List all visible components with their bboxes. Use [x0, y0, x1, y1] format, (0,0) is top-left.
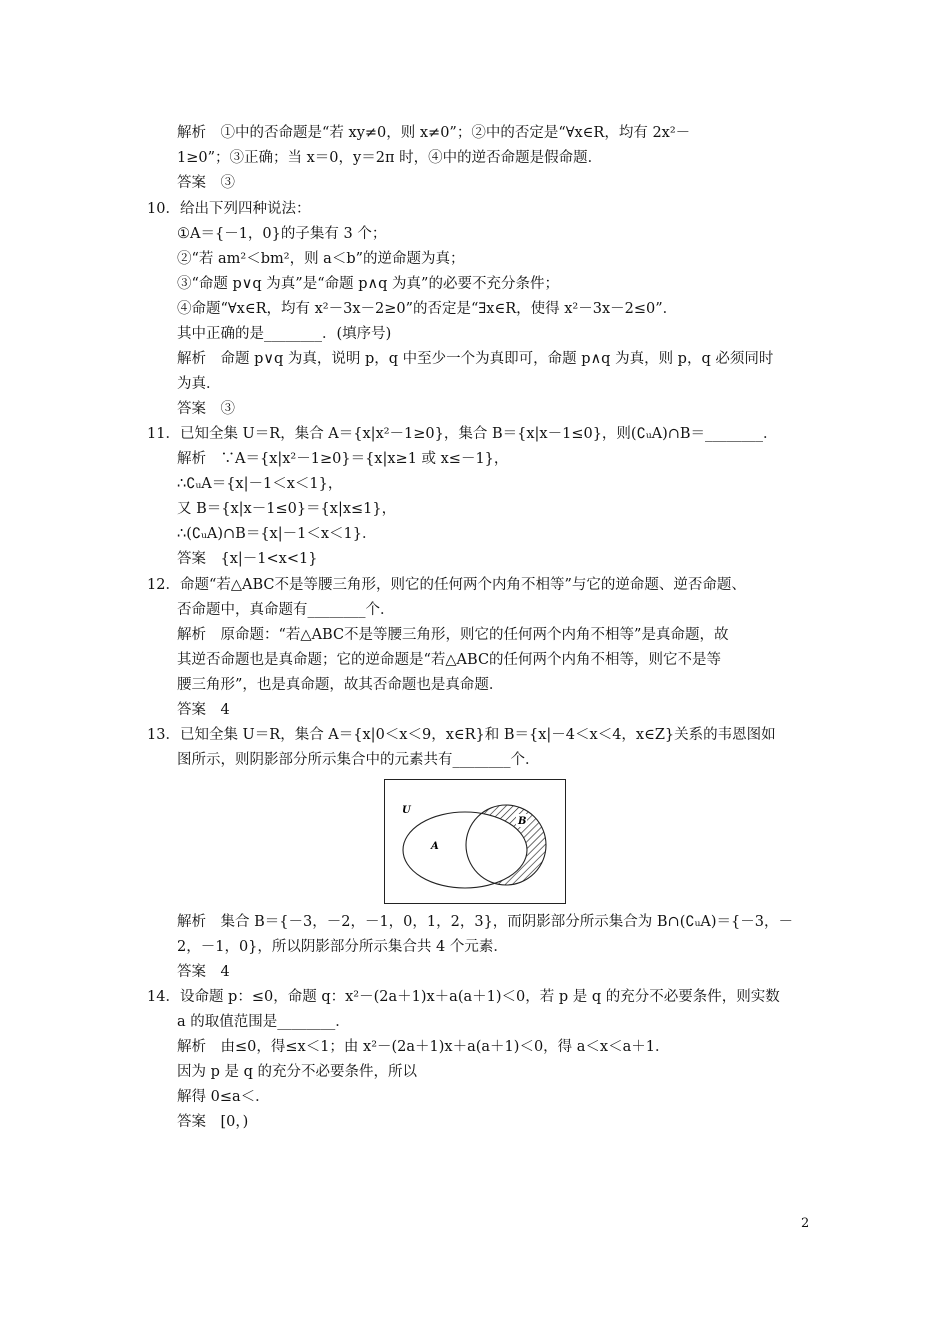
label-a: A: [431, 841, 439, 852]
text-line: 否命题中，真命题有________个．: [177, 602, 395, 618]
page-number: 2: [801, 1216, 810, 1231]
text-line: 2，－1，0}，所以阴影部分所示集合共 4 个元素．: [177, 939, 508, 955]
text-line: 其中正确的是________．(填序号): [177, 326, 392, 342]
question-12: 12．命题“若△ABC不是等腰三角形，则它的任何两个内角不相等”与它的逆命题、逆否命题、: [147, 577, 746, 593]
text-line: 答案 [0，): [177, 1114, 249, 1130]
text-line: ②“若 am²＜bm²，则 a＜b”的逆命题为真；: [177, 251, 465, 267]
text-line: 答案 {x|－1<x<1}: [177, 551, 318, 567]
text-line: 其逆否命题也是真命题；它的逆命题是“若△ABC的任何两个内角不相等，则它不是等: [177, 652, 722, 668]
text-line: 解析 由≤0，得≤x＜1；由 x²－(2a＋1)x＋a(a＋1)＜0，得 a＜x＜a＋1．: [177, 1039, 670, 1055]
text-line: 解析 集合 B＝{－3，－2，－1，0，1，2，3}，而阴影部分所示集合为 B∩(∁ᵤA)＝{－3，－: [177, 914, 793, 930]
label-u: U: [402, 805, 411, 816]
text-line: 解析 ∵A＝{x|x²－1≥0}＝{x|x≥1 或 x≤－1}，: [177, 451, 509, 467]
text-line: ①A＝{－1，0}的子集有 3 个；: [177, 226, 387, 242]
text-line: ③“命题 p∨q 为真”是“命题 p∧q 为真”的必要不充分条件；: [177, 276, 559, 292]
label-b: B: [518, 816, 527, 827]
question-13: 13．已知全集 U＝R，集合 A＝{x|0＜x＜9，x∈R}和 B＝{x|－4＜x＜4，x∈Z}关系的韦恩图如: [147, 727, 776, 743]
text-line: 解析 命题 p∨q 为真，说明 p，q 中至少一个为真即可，命题 p∧q 为真，则 p，q 必须同时: [177, 351, 774, 367]
text-line: 答案 4: [177, 964, 230, 980]
question-14: 14．设命题 p：≤0，命题 q：x²－(2a＋1)x＋a(a＋1)＜0，若 p 是 q 的充分不必要条件，则实数: [147, 989, 780, 1005]
text-line: a 的取值范围是________．: [177, 1014, 350, 1030]
text-line: 1≥0”；③正确；当 x＝0，y＝2π 时，④中的逆否命题是假命题．: [177, 150, 603, 166]
text-line: 解析 原命题：“若△ABC不是等腰三角形，则它的任何两个内角不相等”是真命题，故: [177, 627, 729, 643]
text-line: 答案 ③: [177, 401, 235, 417]
text-line: 答案 ③: [177, 175, 235, 191]
question-11: 11．已知全集 U＝R，集合 A＝{x|x²－1≥0}，集合 B＝{x|x－1≤0}，则(∁ᵤA)∩B＝________．: [147, 426, 778, 442]
text-line: 图所示，则阴影部分所示集合中的元素共有________个．: [177, 752, 540, 768]
text-line: 答案 4: [177, 702, 230, 718]
text-line: 因为 p 是 q 的充分不必要条件，所以: [177, 1064, 417, 1080]
text-line: ④命题“∀x∈R，均有 x²－3x－2≥0”的否定是“∃x∈R，使得 x²－3x－2≤0”．: [177, 301, 678, 317]
text-line: ∴(∁ᵤA)∩B＝{x|－1＜x＜1}．: [177, 526, 377, 542]
text-line: 又 B＝{x|x－1≤0}＝{x|x≤1}，: [177, 501, 397, 517]
text-line: 解析 ①中的否命题是“若 xy≠0，则 x≠0”；②中的否定是“∀x∈R，均有 2x²－: [177, 125, 691, 141]
question-10: 10．给出下列四种说法：: [147, 201, 311, 217]
text-line: 腰三角形”，也是真命题，故其否命题也是真命题．: [177, 677, 504, 693]
text-line: 解得 0≤a＜．: [177, 1089, 270, 1105]
text-line: 为真．: [177, 376, 221, 392]
venn-diagram: [384, 779, 566, 904]
text-line: ∴∁ᵤA＝{x|－1＜x＜1}，: [177, 476, 343, 492]
